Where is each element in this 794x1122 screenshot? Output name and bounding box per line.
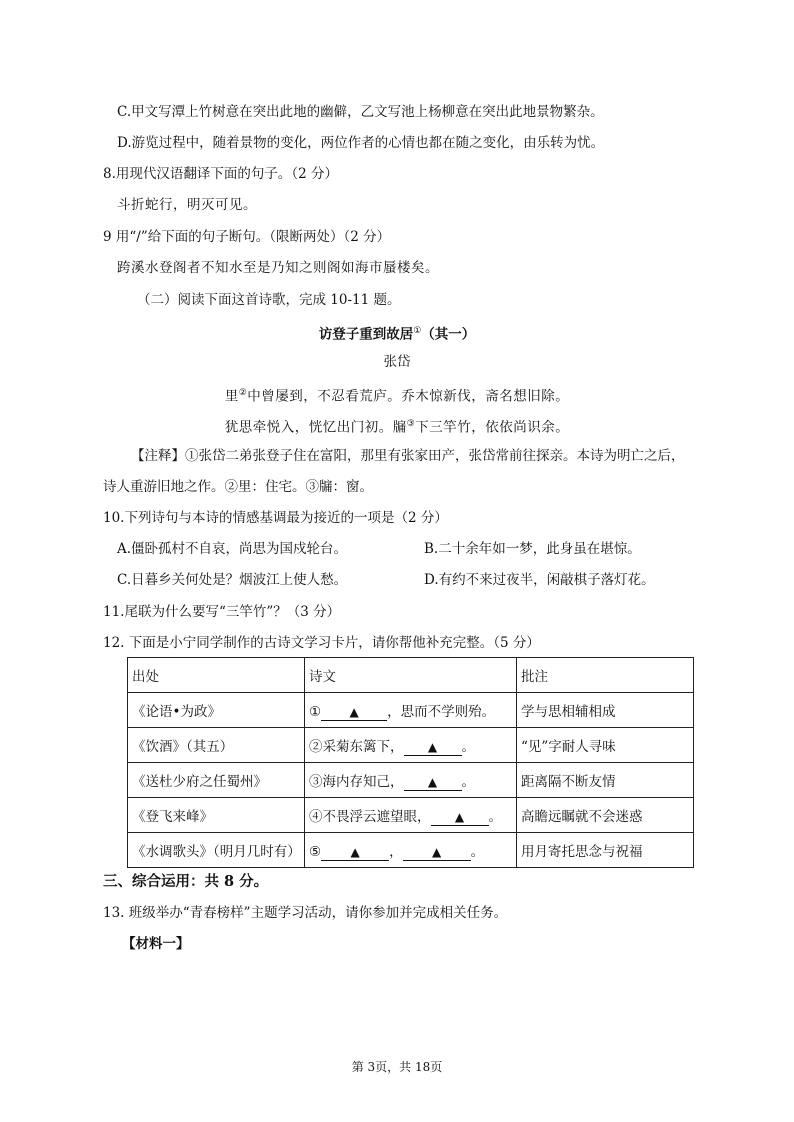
row-poem: ① ▲ ，思而不学则殆。 (305, 693, 517, 728)
fill-blank[interactable] (321, 844, 389, 861)
poem-author: 张岱 (383, 354, 411, 370)
row-note: “见”字耐人寻味 (517, 728, 694, 763)
row-note: 学与思相辅相成 (517, 693, 694, 728)
row-poem: ③海内存知己， ▲ 。 (305, 763, 517, 798)
header-source: 出处 (128, 658, 305, 693)
table-row (128, 763, 694, 798)
question-8: 8.用现代汉语翻译下面的句子。（2 分） (103, 166, 339, 182)
row-poem: ⑤ ▲ ， ▲ 。 (305, 833, 517, 868)
q10-option-c: C.日暮乡关何处是？烟波江上使人愁。 (117, 572, 348, 588)
question-11: 11.尾联为什么要写“三竿竹”？（3 分） (103, 604, 341, 620)
question-13: 13. 班级举办“青春榜样”主题学习活动，请你参加并完成相关任务。 (103, 905, 508, 921)
triangle-icon: ▲ (349, 704, 359, 719)
question-12: 12. 下面是小宁同学制作的古诗文学习卡片，请你帮他补充完整。（5 分） (103, 635, 540, 651)
row-note: 用月寄托思念与祝福 (517, 833, 694, 868)
q10-option-b: B.二十余年如一梦，此身虽在堪惊。 (424, 541, 641, 557)
row-source: 《饮酒》（其五） (128, 728, 305, 763)
q10-option-d: D.有约不来过夜半，闲敲棋子落灯花。 (424, 572, 655, 588)
poem-line-1: 里②中曾屡到，不忍看荒庐。乔木惊新伐，斋名想旧除。 (224, 388, 570, 405)
question-10: 10.下列诗句与本诗的情感基调最为接近的一项是（2 分） (103, 510, 448, 526)
row-poem: ④不畏浮云遮望眼， ▲ 。 (305, 798, 517, 833)
triangle-icon: ▲ (431, 844, 442, 859)
annotation-line-2: 诗人重游旧地之作。②里：住宅。③牖：窗。 (103, 479, 373, 495)
annotation-line-1: 【注释】①张岱二弟张登子住在富阳，那里有张家田产，张岱常前往探亲。本诗为明亡之后， (131, 448, 685, 464)
section-3-heading: 三、综合运用：共 8 分。 (103, 873, 269, 890)
row-source: 《水调歌头》（明月几时有） (128, 833, 305, 868)
row-source: 《送杜少府之任蜀州》 (128, 763, 305, 798)
triangle-icon: ▲ (427, 739, 438, 754)
row-poem: ②采菊东篱下， ▲ 。 (305, 728, 517, 763)
table-row (128, 693, 694, 728)
row-note: 高瞻远瞩就不会迷惑 (517, 798, 694, 833)
material-1-heading: 【材料一】 (122, 936, 190, 952)
q10-option-a: A.僵卧孤村不自哀，尚思为国戍轮台。 (117, 541, 348, 557)
question-8-text: 斗折蛇行，明灭可见。 (117, 197, 257, 213)
poem-line-2: 犹思牵悦入，恍忆出门初。牖③下三竿竹，依依尚识余。 (224, 419, 570, 436)
section-2-heading: （二）阅读下面这首诗歌，完成 10-11 题。 (137, 292, 401, 308)
question-9: 9 用“/”给下面的句子断句。（限断两处）（2 分） (103, 229, 391, 245)
fill-blank[interactable] (403, 844, 471, 861)
triangle-icon: ▲ (454, 809, 465, 824)
fill-blank[interactable] (404, 774, 462, 791)
header-poem: 诗文 (305, 658, 517, 693)
table-row (128, 798, 694, 833)
page-footer: 第 3页，共 18页 (351, 1060, 443, 1074)
triangle-icon: ▲ (350, 844, 360, 859)
row-note: 距离隔不断友情 (517, 763, 694, 798)
row-source: 《论语•为政》 (128, 693, 305, 728)
poem-title: 访登子重到故居①（其一） (318, 326, 476, 343)
question-9-text: 跨溪水登阁者不知水至是乃知之则阁如海市蜃楼矣。 (117, 260, 439, 276)
table-row (128, 728, 694, 763)
triangle-icon: ▲ (427, 774, 438, 789)
header-note: 批注 (517, 658, 694, 693)
option-d: D.游览过程中，随着景物的变化，两位作者的心情也都在随之变化，由乐转为忧。 (117, 135, 605, 151)
table-row (128, 833, 694, 868)
table-header-row (128, 658, 694, 693)
fill-blank[interactable] (431, 809, 489, 826)
fill-blank[interactable] (321, 704, 387, 721)
row-source: 《登飞来峰》 (128, 798, 305, 833)
fill-blank[interactable] (404, 739, 462, 756)
study-card-table (127, 657, 694, 868)
option-c: C.甲文写潭上竹树意在突出此地的幽僻，乙文写池上杨柳意在突出此地景物繁杂。 (117, 104, 604, 120)
